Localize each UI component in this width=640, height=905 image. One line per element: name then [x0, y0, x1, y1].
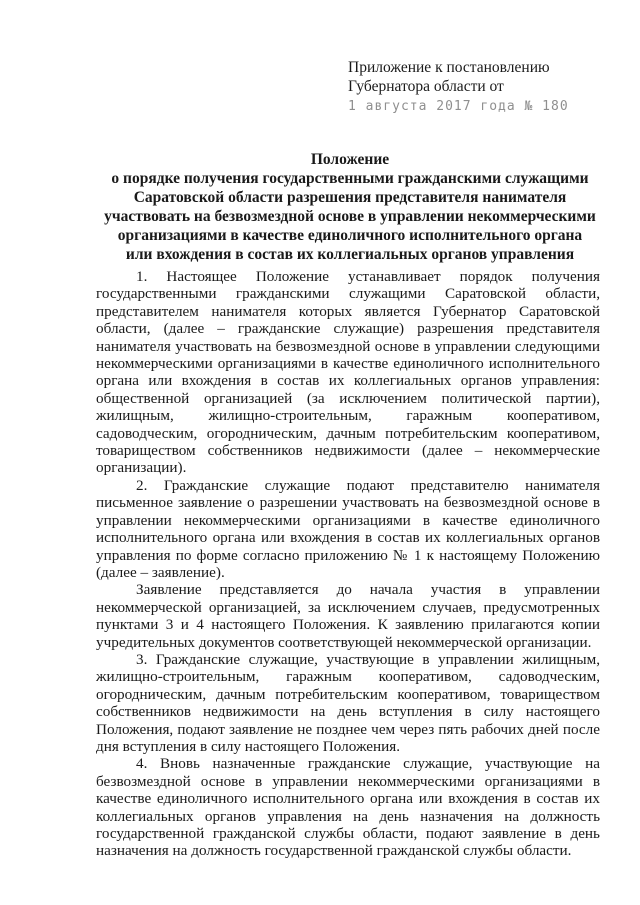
title-line: участвовать на безвозмездной основе в управлении некоммерческими: [104, 208, 596, 225]
title-line: о порядке получения государственными гражданскими служащими: [111, 170, 589, 187]
appendix-header: [348, 58, 618, 116]
title-line: или вхождения в состав их коллегиальных органов управления: [125, 246, 575, 263]
appendix-line: Приложение к постановлению: [348, 59, 550, 76]
paragraph: 3. Гражданские служащие, участвующие в управлении жилищным, жилищно-строительным, гаражным кооперативом, садоводческим, огородническим, дачным потребительским кооперативом, товариществом собственников недвижимости на день вступления в силу настоящего Положения, подают заявление не позднее чем через пять рабочих дней после дня вступления в силу настоящего Положения.: [96, 650, 600, 755]
paragraph: 4. Вновь назначенные гражданские служащие, участвующие на безвозмездной основе в управлении некоммерческими организациями в качестве единоличного исполнительного органа или вхождения в состав их коллегиальных органов управления на день назначения на должность государственной гражданской службы области, подают заявление в день назначения на должность государственной гражданской службы области.: [96, 755, 600, 860]
appendix-date-stamp: 1 августа 2017 года № 180: [348, 99, 569, 114]
title-line: организациями в качестве единоличного исполнительного органа: [117, 227, 583, 244]
paragraph: 1. Настоящее Положение устанавливает порядок получения государственными гражданскими служащими Саратовской области, представителем нанимателя которых является Губернатор Саратовской области, (далее – гражданские служащие) разрешения представителя нанимателя участвовать на безвозмездной основе в управлении следующими некоммерческими организациями в качестве единоличного исполнительного органа или вхождения в состав их коллегиальных органов управления: общественной организацией (за исключением политической партии), жилищным, жилищно-строительным, гаражным кооперативом, садоводческим, огородническим, дачным потребительским кооперативом, товариществом собственников недвижимости (далее – некоммерческие организации).: [96, 268, 600, 477]
document-title: [90, 150, 610, 264]
appendix-line: Губернатора области от: [348, 78, 504, 95]
title-line: Саратовской области разрешения представителя нанимателя: [133, 189, 567, 206]
document-body: [96, 268, 600, 860]
paragraph: Заявление представляется до начала участия в управлении некоммерческой организацией, за исключением случаев, предусмотренных пунктами 3 и 4 настоящего Положения. К заявлению прилагаются копии учредительных документов соответствующей некоммерческой организации.: [96, 581, 600, 651]
paragraph: 2. Гражданские служащие подают представителю нанимателя письменное заявление о разрешении участвовать на безвозмездной основе в управлении некоммерческими организациями в качестве единоличного исполнительного органа или вхождения в состав их коллегиальных органов управления по форме согласно приложению № 1 к настоящему Положению (далее – заявление).: [96, 476, 600, 581]
title-line: Положение: [310, 151, 390, 168]
